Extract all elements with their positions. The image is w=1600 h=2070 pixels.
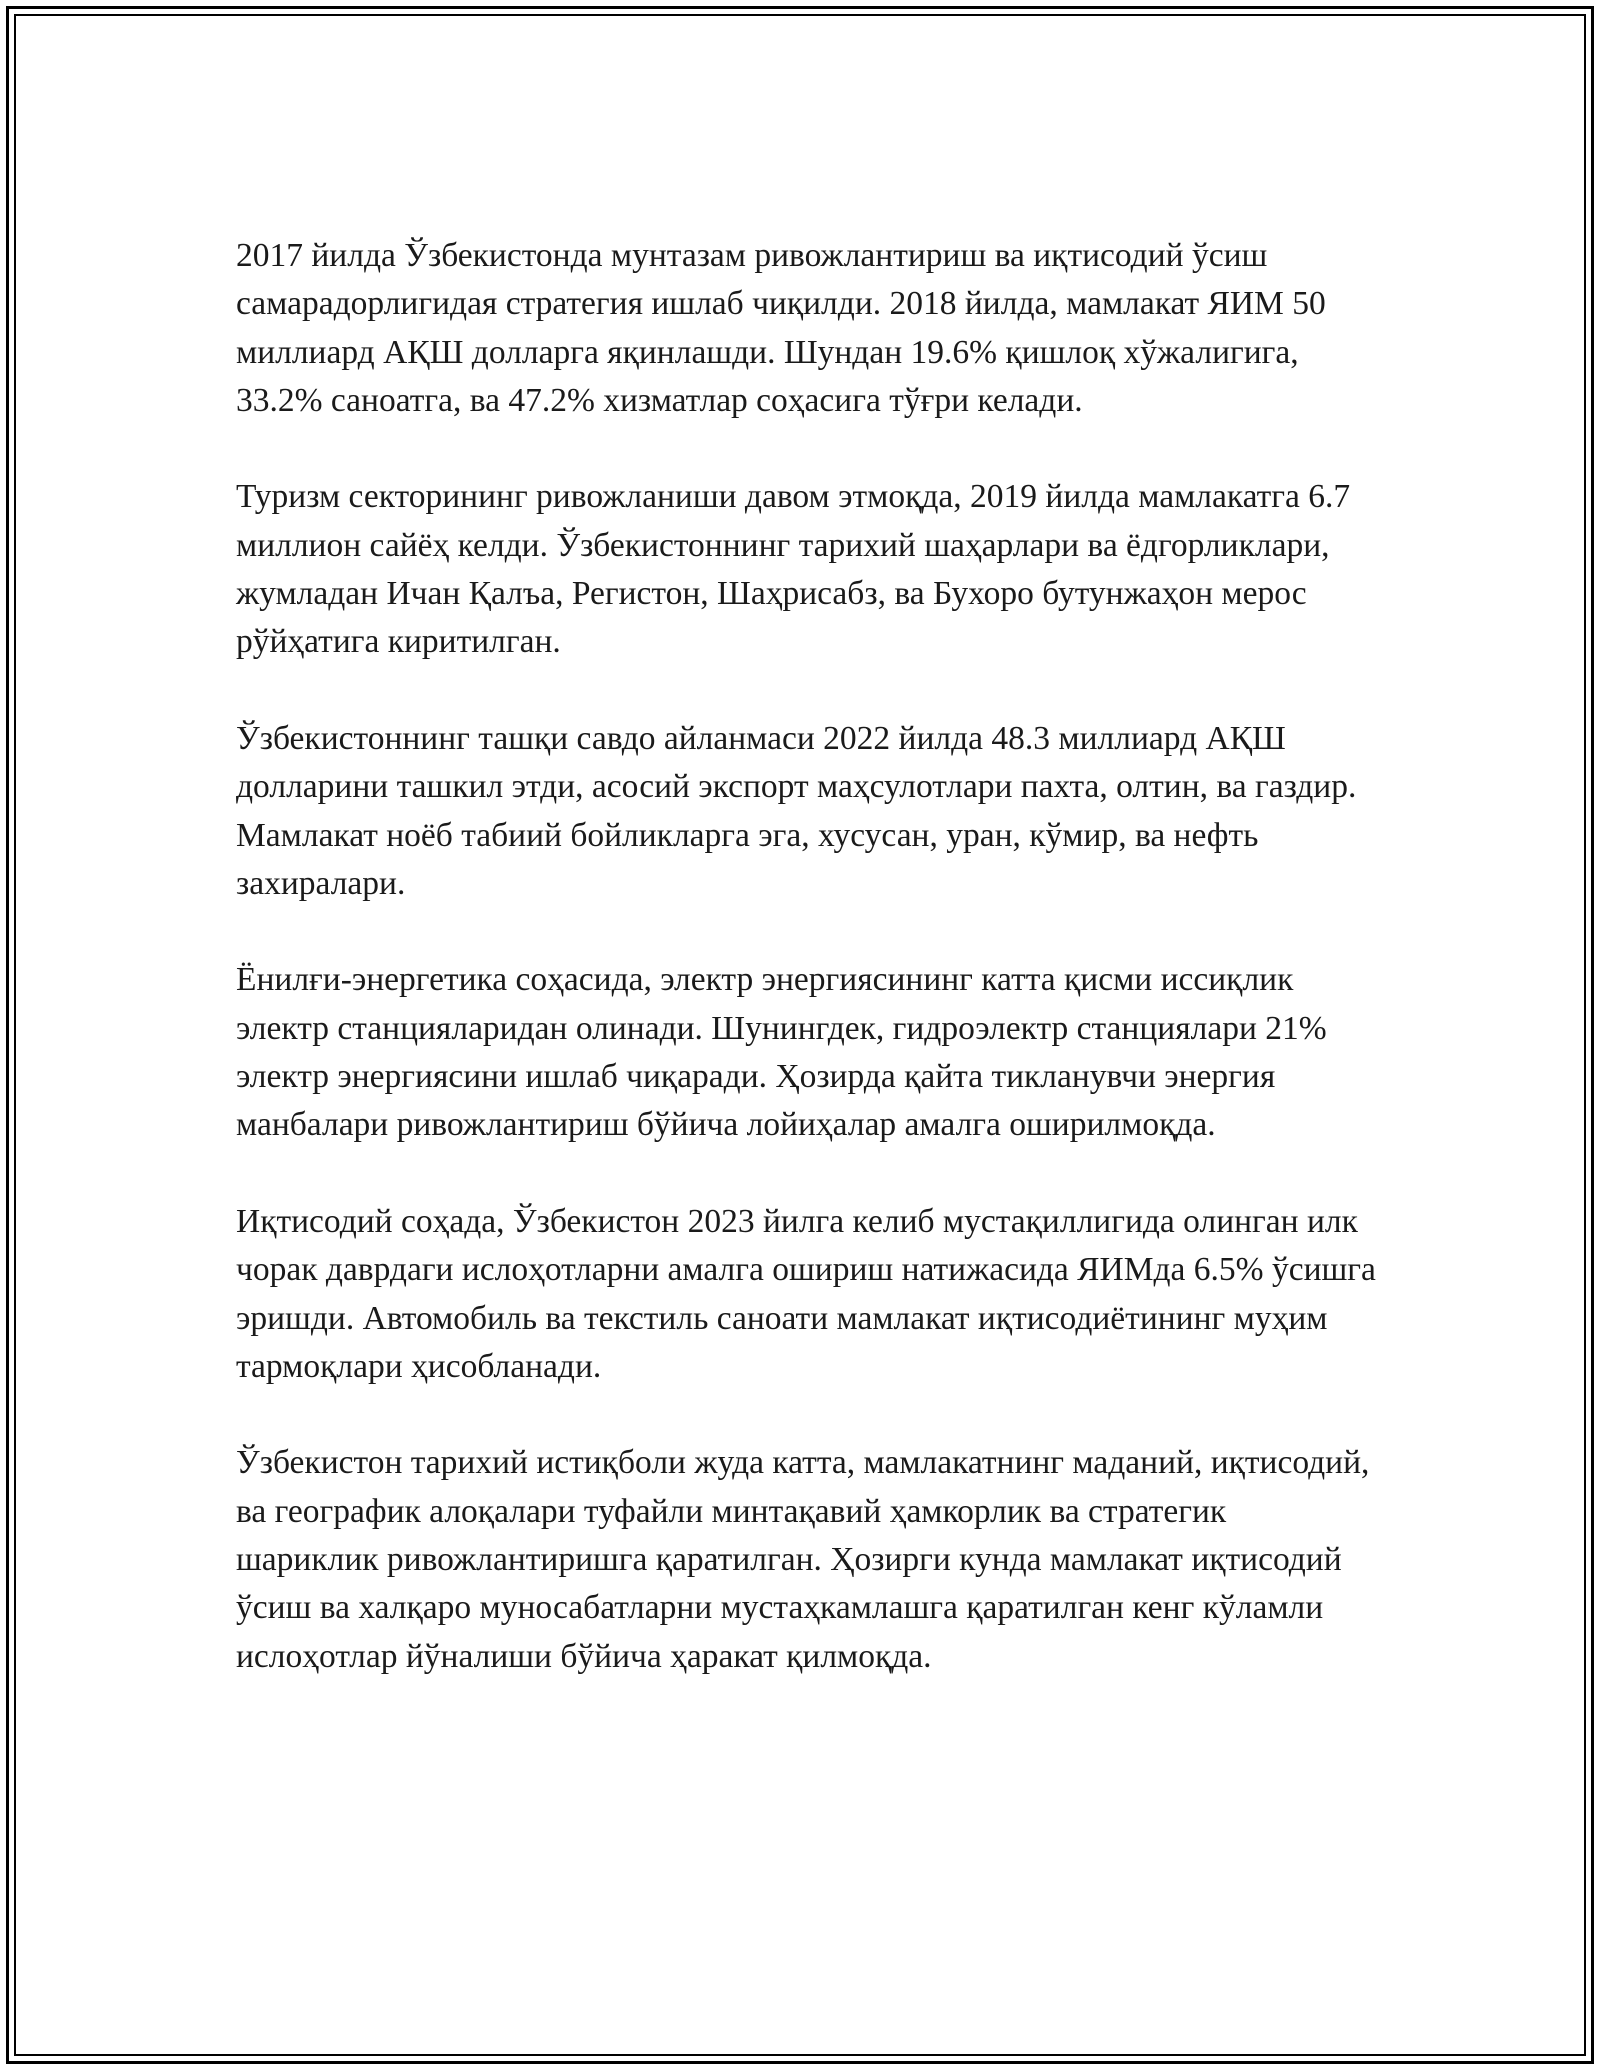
- paragraph-outlook: Ўзбекистон тарихий истиқболи жуда катта, мамлакатнинг маданий, иқтисодий, ва географик алоқалари туфайли минтақавий ҳамкорлик ва стратегик шариклик ривожлантиришга қаратилган. Ҳозирги кунда мамлакат иқтисодий ўсиш ва халқаро муносабатларни мустаҳкамлашга қаратилган кенг кўламли ислоҳотлар йўналиши бўйича ҳаракат қилмоқда.: [236, 1444, 1370, 1675]
- document-body: [236, 232, 1376, 1729]
- paragraph-foreign-trade: Ўзбекистоннинг ташқи савдо айланмаси 2022 йилда 48.3 миллиард АҚШ долларини ташкил этди, асосий экспорт маҳсулотлари пахта, олтин, ва газдир. Мамлакат ноёб табиий бойликларга эга, хусусан, уран, кўмир, ва нефть захиралари.: [236, 719, 1357, 902]
- paragraph-energy: Ёнилғи-энергетика соҳасида, электр энергиясининг катта қисми иссиқлик электр станцияларидан олинади. Шунингдек, гидроэлектр станциялари 21% электр энергиясини ишлаб чиқаради. Ҳозирда қайта тикланувчи энергия манбалари ривожлантириш бўйича лойиҳалар амалга оширилмоқда.: [236, 961, 1327, 1144]
- paragraph-economy-2017: 2017 йилда Ўзбекистонда мунтазам ривожлантириш ва иқтисодий ўсиш самарадорлигидая стратегия ишлаб чиқилди. 2018 йилда, мамлакат ЯИМ 50 миллиард АҚШ долларга яқинлашди. Шундан 19.6% қишлоқ хўжалигига, 33.2% саноатга, ва 47.2% хизматлар соҳасига тўғри келади.: [236, 237, 1326, 419]
- paragraph-economy-2023: Иқтисодий соҳада, Ўзбекистон 2023 йилга келиб мустақиллигида олинган илк чорак даврдаги ислоҳотларни амалга ошириш натижасида ЯИМда 6.5% ўсишга эришди. Автомобиль ва текстиль саноати мамлакат иқтисодиётининг муҳим тармоқлари ҳисобланади.: [236, 1202, 1376, 1385]
- paragraph-tourism: Туризм секторининг ривожланиши давом этмоқда, 2019 йилда мамлакатга 6.7 миллион сайёҳ келди. Ўзбекистоннинг тарихий шаҳарлари ва ёдгорликлари, жумладан Ичан Қалъа, Регистон, Шаҳрисабз, ва Бухоро бутунжаҳон мерос рўйҳатига киритилган.: [236, 478, 1351, 661]
